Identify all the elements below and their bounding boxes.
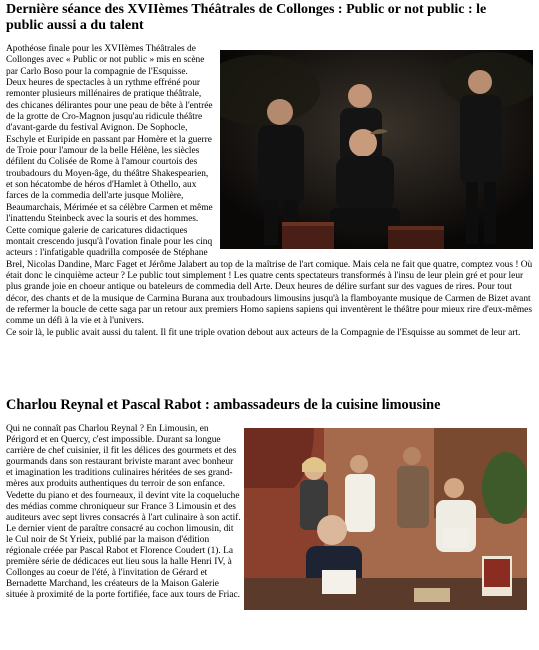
dedication-photo-illustration [244, 428, 527, 610]
article2-paragraph-1: Qui ne connaît pas Charlou Reynal ? En Limousin, en Périgord et en Quercy, c'est impossible. Durant sa longue carrière de chef cuisinier, il fit les délices des gourmets et des gourmands dans son restaurant briviste marant avec bonheur et imagination les traditions culinaires héritées de ses grand-mères aux produits authentiques du terroir de son enfance. Vedette du piano et des fourneaux, il devint vite la coqueluche des médias comme chroniqueur sur France 3 Limousin et des auditeurs avec sept livres consacrés à l'art culinaire à son actif. [6, 424, 241, 523]
article1-paragraph-3: Cette comique galerie de caricatures didactiques montait crescendo jusqu'à l'ovation finale pour les cinq acteurs : l'infatigable quadrilla composée de Stéphane Brel, Nicolas Dandine, Marc Faget et Jérôme Jalabert au top de la maîtrise de l'art comique. Mais cela ne fait que quatre, comptez vous ! Où était donc le cinquième acteur ? Le public tout simplement ! Les quatre cents spectateurs transformés à l'insu de leur plein gré et pour leur plus grande joie en choeur antique ou bateleurs de commedia dell Arte. Deux heures de délire surfant sur des vagues de rires. Pour tout décor, des chants et de la musique de Carmina Burana aux troubadours limousins jusqu'à la flamboyante musique de Carmen de Bizet avant de refermer la boucle de cette saga par un retour aux premiers Homo sapiens sapiens qui inventèrent le théâtre pour mieux rire d'eux-mêmes comme un défi à la vie et à l'univers. [6, 225, 533, 327]
article1-paragraph-4: Ce soir là, le public avait aussi du talent. Il fit une triple ovation debout aux acteurs de la Compagnie de l'Esquisse au sommet de leur art. [6, 327, 521, 338]
article1-paragraph-2: Deux heures de spectacles à un rythme effréné pour remonter plusieurs millénaires de pratique théâtrale, des chicanes délirantes pour une peau de bête à l'entrée de la grotte de Cro-Magnon jusqu'au ridicule théâtre d'avant-garde du festival Avignon. De Sophocle, Eschyle et Euripide en passant par Homère et la guerre de Troie pour l'amour de la belle Hélène, les siècles défilent du Colisée de Rome à l'amour courtois des troubadours du Moyen-âge, du théâtre Shakespearien, et son hécatombe de héros d'Hamlet à Othello, aux farces de la commedia dell'arte jusque Molière, Beaumarchais, Mérimée et sa célèbre Carmen et même l'inattendu Steinbeck avec la souris et des hommes. [6, 78, 213, 225]
article2-photo-dedication [244, 428, 527, 610]
article1-paragraph-1: Apothéose finale pour les XVIIèmes Théâtrales de Collonges avec « Public or not public » mis en scène par Carlo Boso pour la compagnie de l'Esquisse. [6, 44, 205, 77]
actors-photo-illustration [220, 50, 533, 249]
article1-title: Dernière séance des XVIIèmes Théâtrales de Collonges : Public or not public : le public aussi a du talent [6, 2, 487, 33]
article2-title: Charlou Reynal et Pascal Rabot : ambassadeurs de la cuisine limousine [6, 397, 441, 413]
article1-photo-actors [220, 50, 533, 249]
article2-paragraph-2: Le dernier vient de paraître consacré au cochon limousin, dit le Cul noir de St Yrieix, publié par la maison d'édition régionale créée par Pascal Rabot et Florence Coudert (1). La première série de dédicaces eut lieu sous la halle Henri IV, à Collonges au coeur de l'été, à l'invitation de Gérard et Bernadette Marchand, les créateurs de la Maison Galerie située à proximité de la porte fortifiée, face aux tours de Friac. [6, 523, 241, 601]
